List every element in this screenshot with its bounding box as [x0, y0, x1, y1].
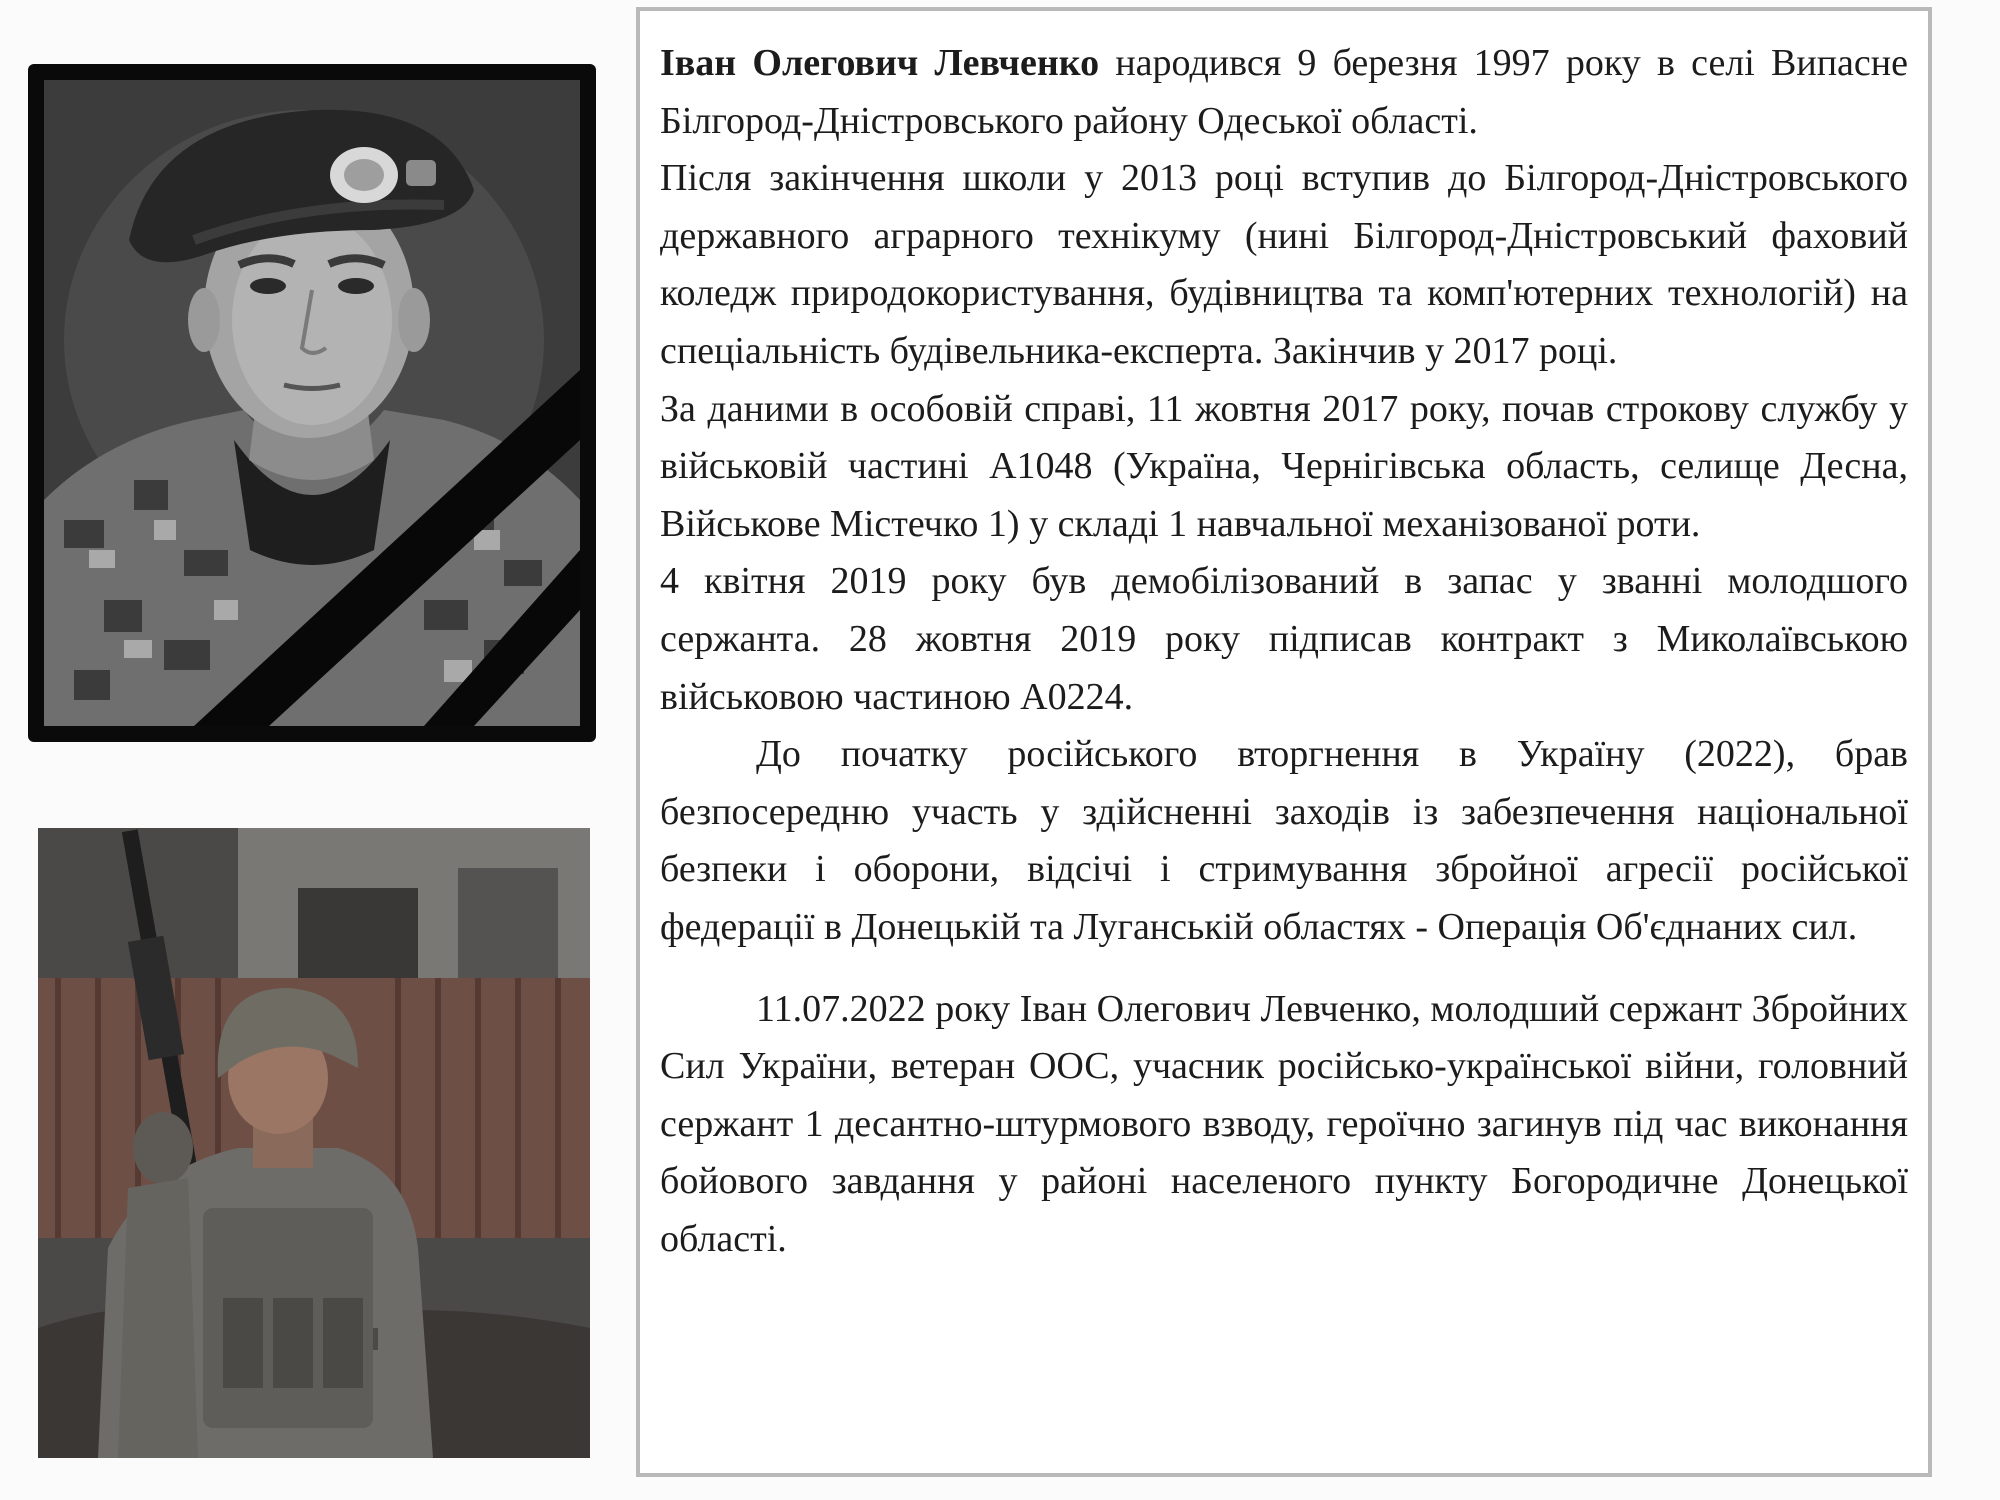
biography-text-box: [636, 7, 1932, 1477]
biography-paragraph-education: Після закінчення школи у 2013 році вступив до Білгород-Дністровського державного аграрного технікуму (нині Білгород-Дністровський фаховий коледж природокористування, будівництва та комп'ютерних технологій) на спеціальність будівельника-експерта. Закінчив у 2017 році.: [660, 157, 1908, 372]
biography-paragraph-birth: [660, 35, 1908, 150]
portrait-illustration: [44, 80, 580, 726]
biography-paragraph-death: 11.07.2022 року Іван Олегович Левченко, молодший сержант Збройних Сил України, ветеран ООС, учасник російсько-української війни, головний сержант 1 десантно-штурмового взводу, героїчно загинув під час виконання бойового завдання у районі населеного пункту Богородичне Донецької області.: [660, 987, 1908, 1260]
biography-paragraph-demobilization: 4 квітня 2019 року був демобілізований в запас у званні молодшого сержанта. 28 жовтня 2019 року підписав контракт з Миколаївською військовою частиною А0224.: [660, 560, 1908, 718]
memorial-portrait-frame: [28, 64, 596, 742]
biography-paragraph-service: За даними в особовій справі, 11 жовтня 2017 року, почав строкову службу у військовій частині А1048 (Україна, Чернігівська область, селище Десна, Військове Містечко 1) у складі 1 навчальної механізованої роти.: [660, 387, 1908, 545]
person-name: Іван Олегович Левченко: [660, 42, 1100, 84]
birth-details: народився 9 березня 1997 року в селі Випасне Білгород-Дністровського району Одеської області.: [660, 42, 1908, 142]
biography-paragraph-ato: До початку російського вторгнення в Україну (2022), брав безпосередню участь у здійсненні заходів із забезпечення національної безпеки і оборони, відсічі і стримування збройної агресії російської федерації в Донецькій та Луганській областях - Операція Об'єднаних сил.: [660, 733, 1908, 948]
soldier-illustration: [38, 828, 590, 1458]
soldier-combat-photo: [38, 828, 590, 1458]
memorial-portrait-photo: [44, 80, 580, 726]
